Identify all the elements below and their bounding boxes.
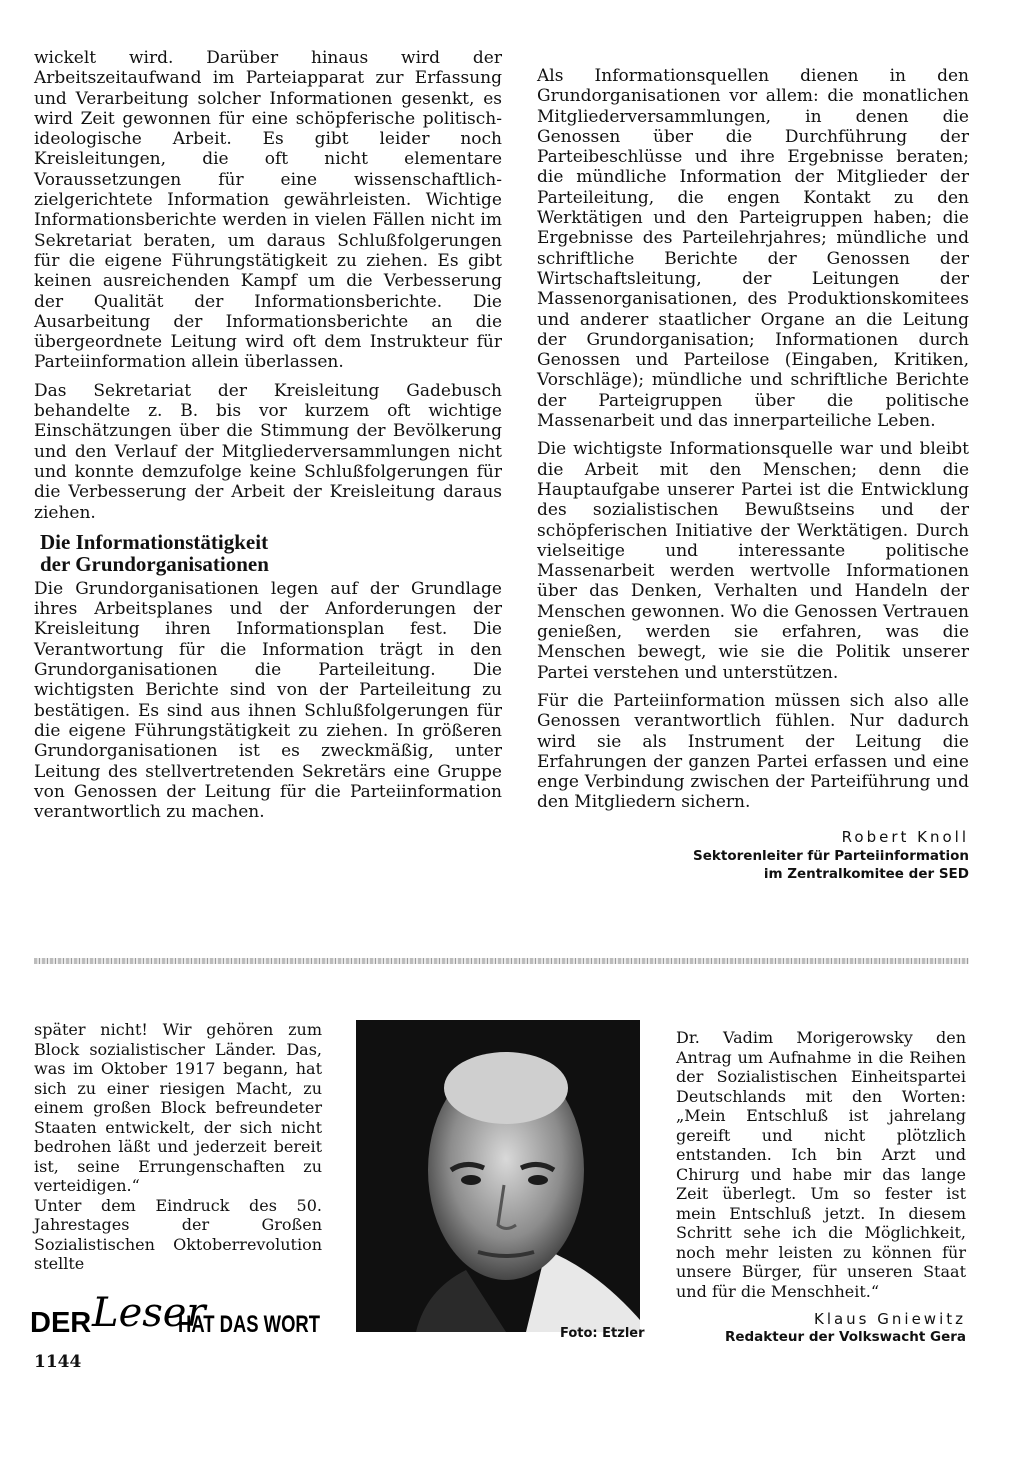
logo-script-word: Leser [92,1290,206,1336]
article-right-column [537,66,969,883]
paragraph: Die wichtigste Informationsquelle war und bleibt die Arbeit mit den Menschen; denn die Hauptaufgabe unserer Partei ist die Entwicklung des sozialistischen Bewußtseins und der schöpferischen Initiative der Werktätigen. Durch vielseitige und interessante politische Massenarbeit werden wertvolle Informationen über das Denken, Verhalten und Handeln der Menschen gewonnen. Wo die Genossen Vertrauen genießen, werden sie erfahren, was die Menschen bewegt, wie sie die Politik unserer Partei verstehen und unterstützen. [537,439,969,683]
section-divider [34,958,969,964]
article-byline [537,827,969,883]
paragraph: Die Grundorganisationen legen auf der Grundlage ihres Arbeitsplanes und der Anforderungen der Kreisleitung ihren Informationsplan fest. Die Verantwortung für die Information trägt in den Grundorganisationen die Parteileitung. Die wichtigsten Berichte sind von der Parteileitung zu bestätigen. Es sind aus ihnen Schlußfolgerungen für die eigene Führungstätigkeit zu ziehen. In größeren Grundorganisationen ist es zweckmäßig, unter Leitung des stellvertretenden Sekretärs eine Gruppe von Genossen der Leitung für die Parteiinformation verantwortlich zu machen. [34,578,502,823]
subheading [40,531,502,575]
paragraph: wickelt wird. Darüber hinaus wird der Arbeitszeitaufwand im Parteiapparat zur Erfassung und Verarbeitung solcher Informationen gesenkt, es wird Zeit gewonnen für eine schöpferische politisch-ideologische Arbeit. Es gibt leider noch Kreisleitungen, die oft nicht elementare Voraussetzungen für eine wissenschaftlich-zielgerichtete Information gewährleisten. Wichtige Informationsberichte werden in vielen Fällen nicht im Sekretariat beraten, um daraus Schlußfolgerungen für die eigene Führungstätigkeit zu ziehen. Es gibt keinen ausreichenden Kampf um die Verbesserung der Qualität der Informationsberichte. Die Ausarbeitung der Informationsberichte an die übergeordnete Leitung wird oft dem Instrukteur für Parteiinformation allein überlassen. [34,48,502,373]
paragraph: Als Informationsquellen dienen in den Grundorganisationen vor allem: die monatlichen Mitgliederversammlungen, in denen die Genossen über die Durchführung der Parteibeschlüsse und ihre Ergebnisse beraten; die mündliche Information der Mitglieder der Parteileitung, die engen Kontakt zu den Werktätigen und den Parteigruppen haben; die Ergebnisse des Parteilehrjahres; mündliche und schriftliche Berichte der Genossen der Wirtschaftsleitung, der Leitungen der Massenorganisationen, des Produktionskomitees und anderer staatlicher Organe an die Leitung der Grundorganisation; Informationen durch Genossen und Parteilose (Eingaben, Kritiken, Vorschläge); mündliche und schriftliche Berichte der Parteigruppen über die politische Massenarbeit und das innerparteiliche Leben. [537,66,969,432]
author-role-line-1: Sektorenleiter für Parteiinformation [693,847,969,864]
paragraph: Unter dem Eindruck des 50. Jahrestages der Großen Sozialistischen Oktoberrevolution stellte [34,1195,322,1273]
photo-caption: Foto: Etzler [560,1326,645,1341]
portrait-image [356,1020,640,1332]
rubric-logo [30,1282,320,1348]
letter-author-name: Klaus Gniewitz [813,1310,966,1328]
letter-author-role: Redakteur der Volkswacht Gera [724,1329,966,1345]
letter-right-column [676,1028,966,1301]
author-role-line-2: im Zentralkomitee der SED [763,865,969,882]
article-left-column [34,48,502,830]
paragraph: Das Sekretariat der Kreisleitung Gadebusch behandelte z. B. bis vor kurzem oft wichtige Einschätzungen über die Stimmung der Bevölkerung und den Verlauf der Mitgliederversammlungen nicht und konnte demzufolge keine Schlußfolgerungen für die Verbesserung der Arbeit der Kreisleitung daraus ziehen. [34,380,502,523]
logo-left-word: DER [30,1307,92,1339]
letter-left-column [34,1020,322,1274]
subheading-line-1: Die Informationstätigkeit [40,529,269,554]
author-name: Robert Knoll [841,827,969,846]
portrait-photo [356,1020,640,1332]
paragraph: später nicht! Wir gehören zum Block sozialistischer Länder. Das, was im Oktober 1917 begann, hat sich zu einer riesigen Macht, zu einem großen Block befreundeter Staaten entwickelt, der sich nicht bedrohen läßt und jederzeit bereit ist, seine Errungenschaften zu verteidigen.“ [34,1020,322,1195]
page-number: 1144 [34,1352,82,1372]
paragraph: Dr. Vadim Morigerowsky den Antrag um Aufnahme in die Reihen der Sozialistischen Einheitspartei Deutschlands mit den Worten: „Mein Entschluß ist jahrelang gereift und nicht plötzlich entstanden. Ich bin Arzt und Chirurg und habe mir das lange Zeit überlegt. Um so fester ist mein Entschluß jetzt. In diesem Schritt sehe ich die Möglichkeit, noch mehr leisten zu können für unsere Bürger, für unseren Staat und für die Menschheit.“ [676,1028,966,1301]
subheading-line-2: der Grundorganisationen [40,551,269,576]
letter-byline [676,1310,966,1346]
paragraph: Für die Parteiinformation müssen sich also alle Genossen verantwortlich fühlen. Nur dadurch wird sie als Instrument der Leitung die Erfahrungen der ganzen Partei erfassen und eine enge Verbindung zwischen der Parteiführung und den Mitgliedern sichern. [537,690,969,813]
logo-right-words: HAT DAS WORT [178,1311,321,1338]
